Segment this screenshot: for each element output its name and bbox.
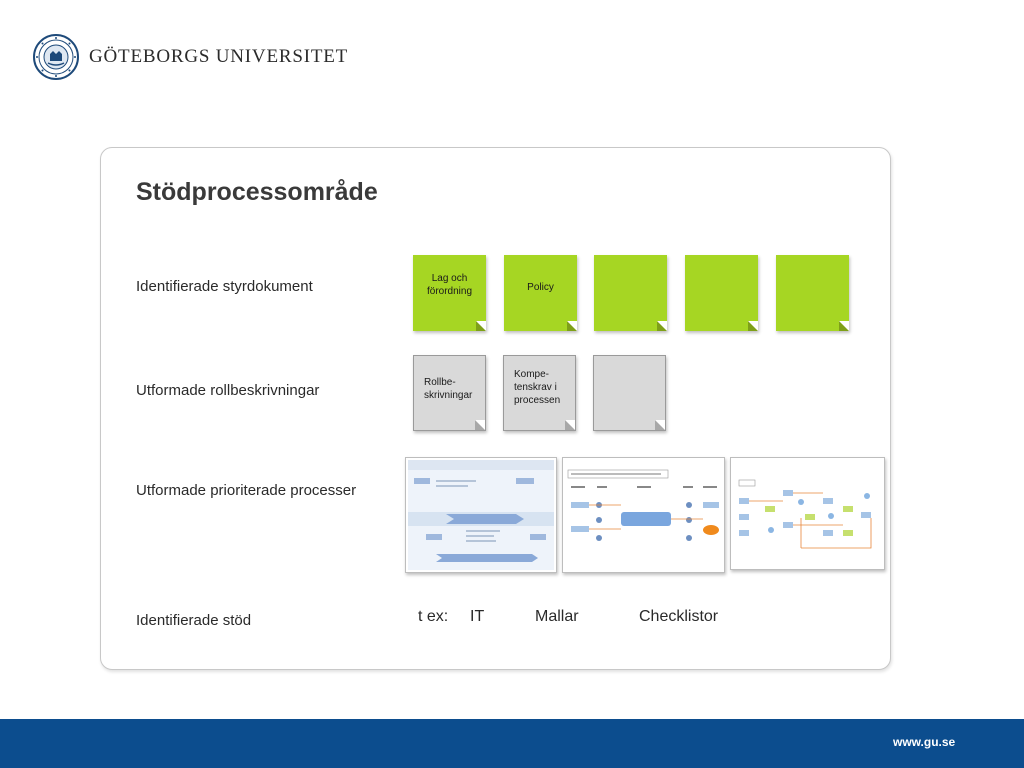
note-text: Lag och förordning [426, 273, 473, 297]
note-fold [839, 321, 849, 331]
process-diagram-thumbnail [405, 457, 557, 573]
university-seal-icon [33, 34, 79, 80]
row-label-processer: Utformade prioriterade processer [136, 482, 357, 499]
slide-title: Stödprocessområde [136, 178, 378, 206]
green-note [776, 255, 849, 331]
university-name: GÖTEBORGS UNIVERSITET [89, 46, 349, 67]
note-fold [748, 321, 758, 331]
note-fold [655, 420, 665, 430]
process-diagram-thumbnail [730, 457, 885, 570]
note-fold [475, 420, 485, 430]
grey-note [593, 355, 666, 431]
green-note [594, 255, 667, 331]
grey-note [503, 355, 576, 431]
note-text: Kompe-tenskrav i processen [514, 369, 561, 406]
note-text: Rollbe-skrivningar [424, 377, 473, 401]
process-diagram-thumbnail [562, 457, 725, 573]
support-item-mallar: Mallar [535, 608, 579, 625]
content-card [100, 147, 891, 670]
note-fold [567, 321, 577, 331]
process-diagram-image [563, 458, 724, 572]
footer-bar [0, 719, 1024, 768]
green-note [413, 255, 486, 331]
row-label-styrdokument: Identifierade styrdokument [136, 278, 313, 295]
note-fold [476, 321, 486, 331]
support-prefix: t ex: [418, 608, 449, 625]
green-note [685, 255, 758, 331]
green-note [504, 255, 577, 331]
grey-note [413, 355, 486, 431]
university-logo [33, 34, 348, 80]
note-fold [565, 420, 575, 430]
row-label-stod: Identifierade stöd [136, 612, 252, 629]
note-text: Policy [527, 282, 554, 293]
process-diagram-image [406, 458, 556, 572]
note-fold [657, 321, 667, 331]
process-diagram-image [731, 458, 884, 569]
footer-url-link[interactable]: www.gu.se [893, 735, 956, 749]
row-label-rollbeskrivningar: Utformade rollbeskrivningar [136, 382, 320, 399]
support-item-checklistor: Checklistor [639, 608, 719, 625]
support-item-it: IT [470, 608, 485, 625]
